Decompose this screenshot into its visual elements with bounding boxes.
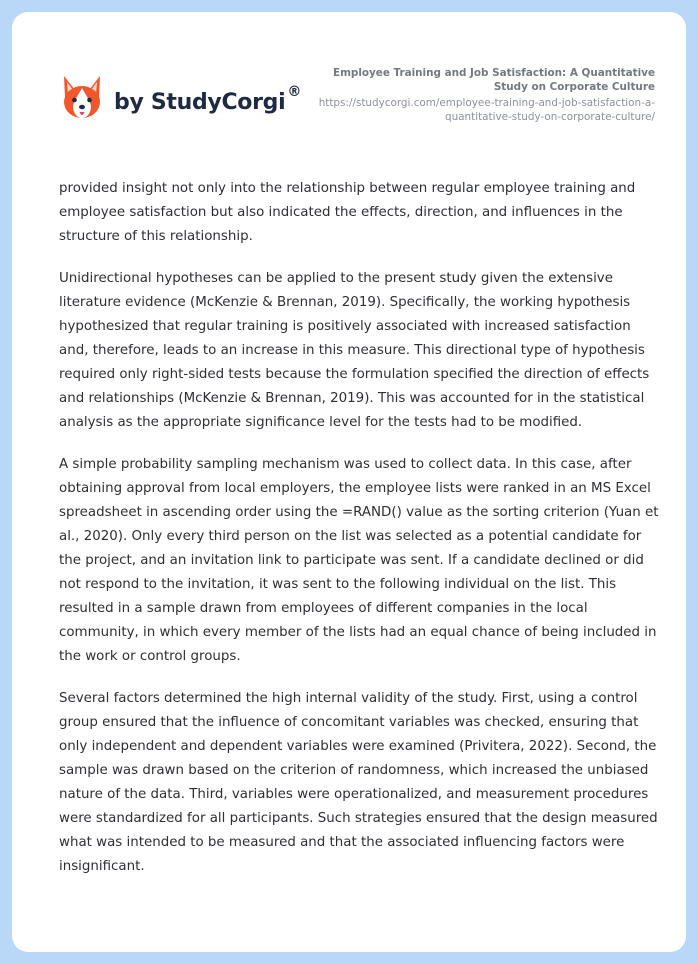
- brand-name: [114, 83, 302, 115]
- page-header: [12, 12, 686, 152]
- studycorgi-logo[interactable]: [60, 74, 301, 122]
- brand-text: by StudyCorgi: [114, 89, 286, 115]
- paragraph: Unidirectional hypotheses can be applied to the present study given the extensive literature evidence (McKenzie & Brennan, 2019). Specifically, the working hypothesis hypothesized that regular training is positively associated with increased satisfaction and, therefore, leads to an increase in this measure. This directional type of hypothesis required only right-sided tests because the formulation specified the direction of effects and relationships (McKenzie & Brennan, 2019). This was accounted for in the statistical analysis as the appropriate significance level for the tests had to be modified.: [59, 271, 650, 430]
- paragraph: A simple probability sampling mechanism was used to collect data. In this case, after obtaining approval from local employers, the employee lists were ranked in an MS Excel spreadsheet in ascending order using the =RAND() value as the sorting criterion (Yuan et al., 2020). Only every third person on the list was selected as a potential candidate for the project, and an invitation link to participate was sent. If a candidate declined or did not respond to the invitation, it was sent to the following individual on the list. This resulted in a sample drawn from employees of different companies in the local community, in which every member of the lists had an equal chance of being included in the work or control groups.: [59, 457, 659, 664]
- paragraph: Several factors determined the high internal validity of the study. First, using a control group ensured that the influence of concomitant variables was checked, ensuring that only independent and dependent variables were examined (Privitera, 2022). Second, the sample was drawn based on the criterion of randomness, which increased the unbiased nature of the data. Third, variables were operationalized, and measurement procedures were standardized for all participants. Such strategies ensured that the design measured what was intended to be measured and that the associated influencing factors were insignificant.: [59, 691, 658, 874]
- document-title: Employee Training and Job Satisfaction: A Quantitative Study on Corporate Culture: [332, 67, 655, 93]
- document-url[interactable]: https://studycorgi.com/employee-training-and-job-satisfaction-a-quantitative-study-on-corporate-culture/: [318, 97, 655, 123]
- document-page: [12, 12, 686, 952]
- document-body: [59, 177, 659, 897]
- document-meta: [315, 66, 655, 124]
- paragraph: provided insight not only into the relationship between regular employee training and employee satisfaction but also indicated the effects, direction, and influences in the structure of this relationship.: [59, 181, 636, 244]
- registered-mark: ®: [287, 83, 302, 100]
- corgi-logo-icon: [60, 74, 104, 122]
